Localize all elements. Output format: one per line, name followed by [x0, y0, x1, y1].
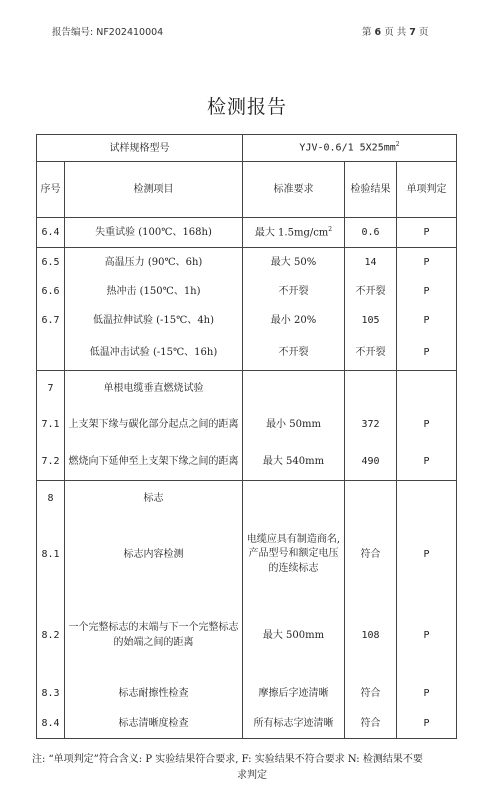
- row-result: 108: [345, 593, 397, 679]
- row-item: 标志清晰度检查: [65, 709, 243, 739]
- row-item: 热冲击 (150℃、1h): [65, 277, 243, 306]
- page-mid: 页 共: [384, 27, 407, 38]
- row-item: 燃烧向下延伸至上支架下缘之间的距离: [65, 443, 243, 481]
- col-header-judge: 单项判定: [397, 162, 457, 218]
- row-judge: P: [397, 593, 457, 679]
- row-judge: P: [397, 679, 457, 709]
- page-indicator: [362, 24, 428, 38]
- row-item: 低温拉伸试验 (-15℃、4h): [65, 306, 243, 335]
- table-row: [37, 371, 457, 407]
- row-result: 符合: [345, 709, 397, 739]
- row-no: 7.2: [37, 443, 65, 481]
- row-result: 不开裂: [345, 335, 397, 371]
- row-no: 6.6: [37, 277, 65, 306]
- row-item: 上支架下缘与碳化部分起点之间的距离: [65, 407, 243, 443]
- page-total: 7: [409, 27, 416, 38]
- row-result: 符合: [345, 679, 397, 709]
- table-row: [37, 709, 457, 739]
- report-number-label: 报告编号:: [52, 27, 94, 38]
- row-no: 6.4: [37, 218, 65, 248]
- table-row: [37, 679, 457, 709]
- row-result: 105: [345, 306, 397, 335]
- row-result: 14: [345, 248, 397, 277]
- row-judge: P: [397, 218, 457, 248]
- table-row: [37, 306, 457, 335]
- row-req: [243, 218, 345, 248]
- row-item: 标志内容检测: [65, 517, 243, 593]
- row-no: 8: [37, 481, 65, 517]
- row-item: 单根电缆垂直燃烧试验: [65, 371, 243, 407]
- row-judge: P: [397, 335, 457, 371]
- row-judge: P: [397, 306, 457, 335]
- row-no: [37, 335, 65, 371]
- col-header-item: 检测项目: [65, 162, 243, 218]
- row-no: 6.5: [37, 248, 65, 277]
- page-title: 检测报告: [206, 96, 287, 118]
- row-judge: P: [397, 517, 457, 593]
- table-row: [37, 443, 457, 481]
- row-req: 所有标志字迹清晰: [243, 709, 345, 739]
- spec-model-sup: 2: [395, 141, 400, 149]
- row-req: 最小 50mm: [243, 407, 345, 443]
- row-no: 7.1: [37, 407, 65, 443]
- table-row: [37, 248, 457, 277]
- row-no: 8.2: [37, 593, 65, 679]
- table-row: [37, 218, 457, 248]
- spec-label: 试样规格型号: [37, 135, 243, 162]
- col-header-result: 检验结果: [345, 162, 397, 218]
- footnote-line2: 求判定: [237, 770, 267, 781]
- row-item: 失重试验 (100℃、168h): [65, 218, 243, 248]
- row-req: 电缆应具有制造商名,产品型号和额定电压的连续标志: [243, 517, 345, 593]
- col-header-no: 序号: [37, 162, 65, 218]
- row-no: 8.1: [37, 517, 65, 593]
- table-row: [37, 277, 457, 306]
- row-req-sup: 2: [328, 225, 333, 233]
- row-item: 一个完整标志的末端与下一个完整标志的始端之间的距离: [65, 593, 243, 679]
- row-result: 不开裂: [345, 277, 397, 306]
- page-prefix: 第: [362, 27, 372, 38]
- column-header-row: [37, 162, 457, 218]
- spec-row: [37, 135, 457, 162]
- row-item: 标志耐擦性检查: [65, 679, 243, 709]
- spec-model: [243, 135, 457, 162]
- footnote-line1: 注: “单项判定”符合含义: P 实验结果符合要求, F: 实验结果不符合要求 N: 检测结果不要: [32, 754, 423, 765]
- page-current: 6: [374, 27, 382, 38]
- table-row: [37, 593, 457, 679]
- row-judge: P: [397, 248, 457, 277]
- row-req: 不开裂: [243, 277, 345, 306]
- spec-model-text: YJV-0.6/1 5X25mm: [299, 142, 396, 154]
- row-no: 6.7: [37, 306, 65, 335]
- row-item: 低温冲击试验 (-15℃、16h): [65, 335, 243, 371]
- row-req: 最大 500mm: [243, 593, 345, 679]
- row-req: 最小 20%: [243, 306, 345, 335]
- col-header-req: 标准要求: [243, 162, 345, 218]
- row-no: 8.3: [37, 679, 65, 709]
- row-result: 符合: [345, 517, 397, 593]
- row-no: 8.4: [37, 709, 65, 739]
- test-report-table: [36, 134, 457, 739]
- row-req: 摩擦后字迹清晰: [243, 679, 345, 709]
- table-row: [37, 407, 457, 443]
- footnote: [32, 752, 472, 784]
- row-result: 372: [345, 407, 397, 443]
- row-req-text: 最大 1.5mg/cm: [254, 227, 329, 239]
- row-req: 最大 540mm: [243, 443, 345, 481]
- row-req: 不开裂: [243, 335, 345, 371]
- row-judge: P: [397, 407, 457, 443]
- row-judge: P: [397, 277, 457, 306]
- table-row: [37, 335, 457, 371]
- table-row: [37, 517, 457, 593]
- row-judge: P: [397, 443, 457, 481]
- row-req: 最大 50%: [243, 248, 345, 277]
- row-no: 7: [37, 371, 65, 407]
- page-suffix: 页: [418, 27, 429, 38]
- row-judge: P: [397, 709, 457, 739]
- row-item: 高温压力 (90℃、6h): [65, 248, 243, 277]
- row-result: 490: [345, 443, 397, 481]
- report-number: [52, 24, 163, 38]
- row-result: 0.6: [345, 218, 397, 248]
- row-item: 标志: [65, 481, 243, 517]
- table-row: [37, 481, 457, 517]
- report-number-value: NF202410004: [96, 27, 164, 38]
